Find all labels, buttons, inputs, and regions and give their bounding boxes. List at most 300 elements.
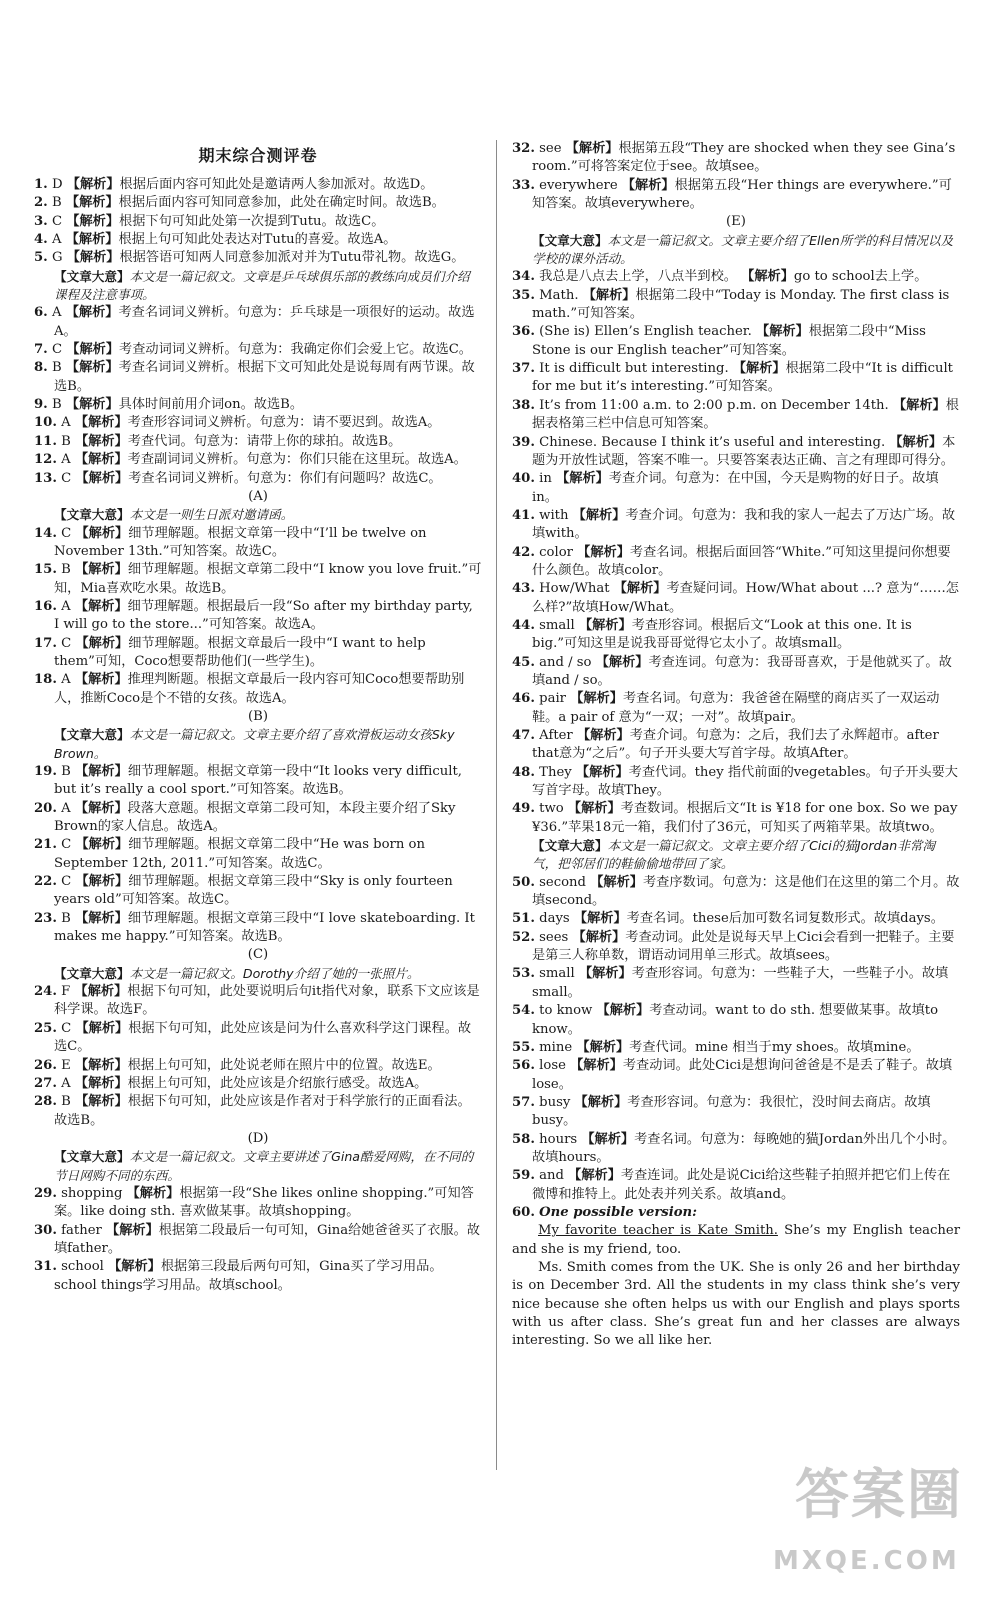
analysis-tag: 【解析】 <box>572 929 626 945</box>
answer: A <box>61 672 71 688</box>
answers-14-18 <box>34 525 482 708</box>
analysis-text: 考查名词。根据后面回答“White.”可知这里提问你想要什么颜色。故填color。 <box>532 544 951 578</box>
answer: father <box>61 1222 102 1238</box>
question-number: 29. <box>34 1185 57 1201</box>
analysis-tag: 【解析】 <box>892 397 946 413</box>
analysis-text: 考查形容词。句意为：我很忙，没时间去商店。故填busy。 <box>532 1094 931 1129</box>
analysis-tag: 【解析】 <box>75 837 129 853</box>
analysis-tag: 【解析】 <box>75 910 128 926</box>
answer-item <box>34 396 482 414</box>
question-number: 36. <box>512 324 535 340</box>
question-number: 55. <box>512 1039 535 1055</box>
answer-item <box>34 231 482 249</box>
answer-item <box>512 360 960 397</box>
analysis-text: 考查数词。根据后文“It is ¥18 for one box. So we pay ¥36.”苹果18元一箱，我们付了36元，可知买了两箱苹果。故填two。 <box>532 801 958 835</box>
answer-item <box>512 617 960 654</box>
answer-item <box>512 1039 960 1057</box>
answer-item <box>512 507 960 544</box>
answer-item <box>34 433 482 451</box>
answer-item <box>34 1020 482 1057</box>
analysis-text: 根据答语可知两人同意参加派对并为Tutu带礼物。故选G。 <box>119 250 465 266</box>
question-number: 23. <box>34 910 57 926</box>
analysis-tag: 【解析】 <box>756 324 809 340</box>
analysis-text: 考查名词词义辨析。根据下文可知此处是说每周有两节课。故选B。 <box>54 360 475 394</box>
question-number: 5. <box>34 250 48 266</box>
answer: How/What <box>539 581 610 597</box>
answer: everywhere <box>539 177 618 193</box>
analysis-tag: 【解析】 <box>613 581 667 597</box>
answer: C <box>61 1020 72 1036</box>
question-number: 46. <box>512 691 535 707</box>
analysis-text: 根据下句可知，此处应该是问为什么喜欢科学这门课程。故选C。 <box>54 1020 472 1055</box>
analysis-tag: 【解析】 <box>575 764 629 780</box>
answer-item <box>512 1057 960 1094</box>
answer: 我总是八点去上学，八点半到校。 <box>539 269 737 285</box>
question-number: 42. <box>512 544 535 560</box>
answer: pair <box>539 691 566 707</box>
question-number: 45. <box>512 654 535 670</box>
answer: in <box>539 471 552 487</box>
analysis-text: 根据上句可知，此处应该是介绍旅行感受。故选A。 <box>127 1075 428 1091</box>
analysis-tag: 【解析】 <box>578 617 632 633</box>
answer: D <box>51 177 63 192</box>
answer-item <box>512 654 960 691</box>
question-number: 41. <box>512 507 535 523</box>
analysis-text: 具体时间前用介词on。故选B。 <box>118 397 304 413</box>
answer-item <box>512 434 960 471</box>
analysis-tag: 【解析】 <box>75 562 128 578</box>
answer-item <box>512 1002 960 1039</box>
section-e-label: (E) <box>726 214 746 230</box>
answer-item <box>34 194 482 212</box>
answer: mine <box>539 1039 573 1055</box>
answer-item <box>512 1094 960 1131</box>
analysis-tag: 【解析】 <box>75 470 129 486</box>
answer-item <box>34 1258 482 1295</box>
answer-item <box>512 544 960 581</box>
analysis-text: 考查动词。此处是说每天早上Cici会看到一把鞋子。主要是第三人称单数，谓语动词用单三形式。故填sees。 <box>532 929 955 964</box>
answer: C <box>61 525 72 541</box>
analysis-text: 考查名词。these后加可数名词复数形式。故填days。 <box>626 911 944 927</box>
answer: to know <box>539 1003 593 1019</box>
column-divider <box>496 140 497 1470</box>
answer: B <box>61 1094 71 1110</box>
answer-item <box>34 873 482 910</box>
answer-item <box>34 910 482 947</box>
analysis-tag: 【解析】 <box>74 415 128 431</box>
analysis-text: 根据上句可知此处表达对Tutu的喜爱。故选A。 <box>118 232 397 248</box>
question-number: 9. <box>34 397 48 413</box>
answer-item <box>512 874 960 911</box>
question-number: 20. <box>34 800 57 816</box>
question-number: 35. <box>512 287 535 303</box>
analysis-text: 根据后面内容可知同意参加，此处在确定时间。故选B。 <box>118 195 445 211</box>
article-summary: 【文章大意】本文是一篇记叙文。文章主要介绍了Cici的猫Jordan非常淘气，把邻居们的鞋偷偷地带回了家。 <box>532 838 936 872</box>
analysis-tag: 【解析】 <box>65 232 119 248</box>
answers-29-31 <box>34 1185 482 1295</box>
question-number: 27. <box>34 1075 57 1091</box>
analysis-tag: 【解析】 <box>581 1131 635 1147</box>
analysis-tag: 【解析】 <box>741 269 794 285</box>
analysis-text: 考查动词词义辨析。句意为：我确定你们会爱上它。故选C。 <box>119 342 472 358</box>
answer: hours <box>539 1131 578 1147</box>
answer-item <box>34 800 482 837</box>
question-number: 32. <box>512 141 535 156</box>
article-summary: 【文章大意】本文是一篇记叙文。文章主要介绍了Ellen所学的科目情况以及学校的课外活动。 <box>532 232 954 267</box>
answer: and / so <box>539 654 592 670</box>
question-number: 22. <box>34 874 57 890</box>
analysis-tag: 【解析】 <box>590 874 643 890</box>
question-number: 10. <box>34 415 57 431</box>
analysis-tag: 【解析】 <box>75 874 129 890</box>
analysis-text: 根据第二段中“It is difficult for me but it’s interesting.”可知答案。 <box>532 361 953 395</box>
answer: It’s from 11:00 a.m. to 2:00 p.m. on December 14th. <box>539 397 889 413</box>
analysis-text: 考查连词。句意为：我哥哥喜欢，于是他就买了。故填and / so。 <box>532 654 952 688</box>
answer: F <box>61 984 71 1000</box>
answer-item <box>34 1093 482 1130</box>
answer-item <box>34 598 482 635</box>
analysis-text: 考查副词词义辨析。句意为：你们只能在这里玩。故选A。 <box>127 452 467 468</box>
analysis-tag: 【解析】 <box>74 800 128 816</box>
analysis-text: 本题为开放性试题，答案不唯一。只要答案表达正确、言之有理即可得分。 <box>532 434 956 468</box>
analysis-tag: 【解析】 <box>74 1075 128 1091</box>
analysis-tag: 【解析】 <box>556 471 609 487</box>
answer: It is difficult but interesting. <box>539 361 729 377</box>
question-number: 50. <box>512 874 535 890</box>
question-number: 30. <box>34 1222 57 1238</box>
article-summary: 【文章大意】本文是一则生日派对邀请函。 <box>54 507 294 523</box>
answer: C <box>61 470 72 486</box>
answer: B <box>51 195 62 211</box>
answer: busy <box>539 1094 571 1110</box>
answer: A <box>61 415 71 431</box>
answer: and <box>539 1168 564 1184</box>
answer-item <box>34 836 482 873</box>
answer: school <box>61 1259 104 1275</box>
analysis-text: 根据第二段中“Today is Monday. The first class is math.”可知答案。 <box>532 287 950 322</box>
answers-24-28 <box>34 983 482 1130</box>
analysis-tag: 【解析】 <box>889 434 943 450</box>
answer: After <box>539 728 573 743</box>
analysis-tag: 【解析】 <box>574 1094 628 1110</box>
analysis-tag: 【解析】 <box>75 433 128 449</box>
analysis-text: 根据下句可知，此处应该是作者对于科学旅行的正面看法。故选B。 <box>54 1094 471 1128</box>
answer: B <box>61 433 71 449</box>
analysis-tag: 【解析】 <box>596 1003 650 1019</box>
answer: C <box>51 342 63 358</box>
answer-item <box>34 304 482 341</box>
analysis-tag: 【解析】 <box>66 177 120 192</box>
analysis-tag: 【解析】 <box>74 984 128 1000</box>
answer: with <box>539 507 569 523</box>
analysis-tag: 【解析】 <box>576 728 630 743</box>
analysis-tag: 【解析】 <box>65 305 119 321</box>
answer: A <box>51 232 62 248</box>
analysis-tag: 【解析】 <box>75 1057 128 1073</box>
question-number: 24. <box>34 984 57 1000</box>
analysis-text: 根据第五段“Her things are everywhere.”可知答案。故填everywhere。 <box>532 177 952 212</box>
analysis-tag: 【解析】 <box>74 598 128 614</box>
analysis-text: 细节理解题。根据文章第一段中“It looks very difficult, but it’s really a cool sport.”可知答案。故选B。 <box>54 764 462 798</box>
analysis-tag: 【解析】 <box>732 361 786 377</box>
analysis-text: 考查形容词词义辨析。句意为：请不要迟到。故选A。 <box>127 415 441 431</box>
answer: A <box>61 1075 71 1091</box>
answer: two <box>539 801 564 817</box>
analysis-text: 考查动词。want to do sth. 想要做某事。故填to know。 <box>532 1003 939 1037</box>
analysis-tag: 【解析】 <box>582 287 636 303</box>
answer-item <box>34 763 482 800</box>
section-d-label: (D) <box>247 1130 269 1146</box>
analysis-text: 考查介词。句意为：在中国，今天是购物的好日子。故填in。 <box>532 471 939 505</box>
analysis-text: 考查代词。they 指代前面的vegetables。句子开头要大写首字母。故填They。 <box>532 764 958 799</box>
question-number: 2. <box>34 195 48 211</box>
analysis-tag: 【解析】 <box>570 1058 623 1074</box>
question-number: 56. <box>512 1058 535 1074</box>
question-number: 43. <box>512 581 535 597</box>
analysis-tag: 【解析】 <box>65 397 119 413</box>
answer-item <box>34 414 482 432</box>
answer-item <box>34 635 482 672</box>
analysis-tag: 【解析】 <box>106 1222 159 1238</box>
article-summary: 【文章大意】本文是一篇记叙文。文章主要讲述了Gina酷爱网购，在不同的节日网购不同的东西。 <box>54 1149 474 1183</box>
answer-item <box>34 1222 482 1259</box>
analysis-text: 推理判断题。根据文章最后一段内容可知Coco想要帮助别人，推断Coco是个不错的女孩。故选A。 <box>54 672 465 706</box>
analysis-text: 考查动词。此处Cici是想询问爸爸是不是丢了鞋子。故填lose。 <box>532 1058 953 1092</box>
analysis-text: 根据第五段“They are shocked when they see Gina’s room.”可将答案定位于see。故填see。 <box>532 141 956 175</box>
analysis-tag: 【解析】 <box>75 635 129 651</box>
answer: B <box>61 910 71 926</box>
question-number: 7. <box>34 342 48 358</box>
analysis-tag: 【解析】 <box>65 195 119 211</box>
answer-item <box>512 177 960 214</box>
analysis-text: 细节理解题。根据文章第三段中“I love skateboarding. It makes me happy.”可知答案。故选B。 <box>54 910 475 945</box>
analysis-text: 细节理解题。根据文章第三段中“Sky is only fourteen years old”可知答案。故选C。 <box>54 874 453 908</box>
question-number: 4. <box>34 232 48 248</box>
watermark <box>765 1452 980 1582</box>
left-column <box>34 138 482 1295</box>
answer-item <box>512 1131 960 1168</box>
question-number: 28. <box>34 1094 57 1110</box>
question-number: 12. <box>34 452 57 468</box>
answer: C <box>61 874 72 890</box>
answer-item <box>512 910 960 928</box>
answers-32-33 <box>512 140 960 213</box>
essay-topic-sentence: My favorite teacher is Kate Smith. <box>538 1223 778 1239</box>
answer: small <box>539 966 575 982</box>
right-column <box>512 140 960 1351</box>
answer-item <box>34 213 482 231</box>
question-number: 14. <box>34 525 57 541</box>
answer: A <box>61 598 71 614</box>
analysis-tag: 【解析】 <box>65 360 119 376</box>
answer-item <box>34 176 482 194</box>
analysis-tag: 【解析】 <box>66 250 120 266</box>
answers-19-23 <box>34 763 482 946</box>
question-number: 49. <box>512 801 535 817</box>
answers-50-59 <box>512 874 960 1204</box>
analysis-text: 根据后面内容可知此处是邀请两人参加派对。故选D。 <box>119 177 434 192</box>
essay-paragraph-1: My favorite teacher is Kate Smith. She’s my English teacher and she is my friend, too. <box>512 1223 960 1257</box>
question-number: 38. <box>512 397 535 413</box>
answer-item <box>34 983 482 1020</box>
analysis-text: 考查形容词。根据后文“Look at this one. It is big.”可知这里是说我哥哥觉得它太小了。故填small。 <box>532 617 912 652</box>
analysis-text: 考查代词。mine 相当于my shoes。故填mine。 <box>629 1039 920 1055</box>
analysis-tag: 【解析】 <box>75 1094 128 1110</box>
analysis-text: 考查代词。句意为：请带上你的球拍。故选B。 <box>127 433 402 449</box>
answer-item <box>34 451 482 469</box>
analysis-text: 细节理解题。根据文章第二段中“He was born on September 12th, 2011.”可知答案。故选C。 <box>54 837 425 871</box>
answer-item <box>512 800 960 837</box>
analysis-tag: 【解析】 <box>126 1185 180 1201</box>
question-number: 25. <box>34 1020 57 1036</box>
analysis-text: 根据上句可知，此处说老师在照片中的位置。故选E。 <box>127 1057 441 1073</box>
answer-item <box>34 359 482 396</box>
analysis-text: 考查名词词义辨析。句意为：乒乓球是一项很好的运动。故选A。 <box>54 305 475 339</box>
analysis-text: 根据第一段“She likes online shopping.”可知答案。like doing sth. 喜欢做某事。故填shopping。 <box>54 1185 474 1220</box>
question-number: 34. <box>512 269 535 285</box>
answer: sees <box>539 929 569 945</box>
analysis-text: 考查形容词。句意为：一些鞋子大，一些鞋子小。故填small。 <box>532 966 949 1000</box>
analysis-text: 考查名词。句意为：我爸爸在隔壁的商店买了一双运动鞋。a pair of 意为“一双；一对”。故填pair。 <box>532 691 940 725</box>
question-number: 15. <box>34 562 57 578</box>
question-number: 59. <box>512 1168 535 1184</box>
analysis-text: go to school去上学。 <box>793 269 928 285</box>
answer-item <box>34 1185 482 1222</box>
answer: shopping <box>61 1185 123 1201</box>
question-number: 31. <box>34 1259 57 1275</box>
article-summary: 【文章大意】本文是一篇记叙文。文章主要介绍了喜欢滑板运动女孩Sky Brown。 <box>54 727 455 761</box>
question-number: 52. <box>512 929 535 945</box>
answer: B <box>51 360 62 376</box>
analysis-text: 根据下句可知此处第一次提到Tutu。故选C。 <box>119 213 385 229</box>
watermark-site: MXQE.COM <box>773 1546 960 1576</box>
answer: A <box>51 305 62 321</box>
answer: color <box>539 544 573 560</box>
essay-paragraph-2: Ms. Smith comes from the UK. She is only 26 and her birthday is on December 3rd. All the students in my class think she’s very nice because she often helps us with our English and plays sports with us after class. She’s great fun and her classes are always interesting. So we all like her. <box>512 1259 960 1349</box>
answer: B <box>61 764 71 779</box>
question-number: 48. <box>512 764 535 780</box>
analysis-tag: 【解析】 <box>576 1039 630 1055</box>
section-b-label: (B) <box>248 708 268 724</box>
answer: A <box>61 800 71 816</box>
answer: lose <box>539 1058 566 1074</box>
answer-item <box>512 690 960 727</box>
article-summary: 【文章大意】本文是一篇记叙文。Dorothy介绍了她的一张照片。 <box>54 965 420 981</box>
question-number: 19. <box>34 764 57 779</box>
answer-item <box>34 341 482 359</box>
analysis-text: 细节理解题。根据最后一段“So after my birthday party, I will go to the store...”可知答案。故选A。 <box>54 598 473 633</box>
question-number: 8. <box>34 360 48 376</box>
question-number: 44. <box>512 617 535 633</box>
analysis-tag: 【解析】 <box>75 764 128 779</box>
question-number: 53. <box>512 966 535 982</box>
question-number: 13. <box>34 470 57 486</box>
question-number: 58. <box>512 1131 535 1147</box>
analysis-text: 根据表格第三栏中信息可知答案。 <box>532 397 959 432</box>
answer: B <box>61 562 71 578</box>
analysis-tag: 【解析】 <box>66 213 120 229</box>
question-number: 17. <box>34 635 57 651</box>
analysis-tag: 【解析】 <box>621 177 675 193</box>
analysis-text: 细节理解题。根据文章第二段中“I know you love fruit.”可知，Mia喜欢吃水果。故选B。 <box>54 562 482 596</box>
analysis-tag: 【解析】 <box>75 1020 129 1036</box>
analysis-tag: 【解析】 <box>568 1168 621 1184</box>
answer: A <box>61 452 71 468</box>
answer: C <box>51 213 63 229</box>
page-title: 期末综合测评卷 <box>198 146 318 165</box>
analysis-text: 考查疑问词。How/What about ...? 意为“……怎么样?”故填How/What。 <box>532 581 959 615</box>
analysis-tag: 【解析】 <box>108 1259 161 1275</box>
question-number: 33. <box>512 177 535 193</box>
analysis-text: 考查名词。句意为：每晚她的猫Jordan外出几个小时。故填hours。 <box>532 1131 956 1165</box>
answer: G <box>51 250 63 266</box>
answer-item <box>34 470 482 488</box>
answer: days <box>539 911 570 927</box>
question-number: 1. <box>34 177 48 192</box>
section-a-label: (A) <box>248 488 268 504</box>
analysis-text: 考查名词词义辨析。句意为：你们有问题吗？故选C。 <box>128 470 442 486</box>
analysis-text: 细节理解题。根据文章第一段中“I’ll be twelve on November 13th.”可知答案。故选C。 <box>54 525 427 559</box>
question-number: 57. <box>512 1094 535 1110</box>
answer-item <box>512 397 960 434</box>
question-number: 11. <box>34 433 57 449</box>
answer-item <box>512 929 960 966</box>
essay-heading: 60. One possible version: <box>512 1204 697 1220</box>
question-number: 21. <box>34 837 57 853</box>
question-number: 54. <box>512 1003 535 1019</box>
answer: (She is) Ellen’s English teacher. <box>539 324 752 340</box>
answer-item <box>34 671 482 708</box>
answer: Math. <box>539 287 579 303</box>
analysis-text: 根据第二段最后一句可知，Gina给她爸爸买了衣服。故填father。 <box>54 1222 480 1256</box>
answer-item <box>512 470 960 507</box>
analysis-tag: 【解析】 <box>578 966 632 982</box>
analysis-tag: 【解析】 <box>572 507 626 523</box>
answer: second <box>539 874 586 890</box>
answer-item <box>512 580 960 617</box>
analysis-text: 根据第三段最后两句可知，Gina买了学习用品。school things学习用品。故填school。 <box>54 1259 443 1293</box>
analysis-text: 段落大意题。根据文章第二段可知，本段主要介绍了Sky Brown的家人信息。故选A。 <box>54 800 456 835</box>
answer: C <box>61 635 72 651</box>
analysis-text: 考查序数词。句意为：这是他们在这里的第二个月。故填second。 <box>532 874 960 909</box>
answer-item <box>512 1167 960 1204</box>
answer: see <box>539 141 562 156</box>
analysis-text: 根据下句可知，此处要说明后句it指代对象，联系下文应该是科学课。故选F。 <box>54 984 480 1018</box>
analysis-text: 考查介词。句意为：之后，我们去了永辉超市。after that意为“之后”。句子开头要大写首字母。故填After。 <box>532 728 939 762</box>
answer: They <box>539 764 572 780</box>
article-summary: 【文章大意】本文是一篇记叙文。文章是乒乓球俱乐部的教练向成员们介绍课程及注意事项。 <box>54 268 470 303</box>
answer: E <box>61 1057 71 1073</box>
question-number: 47. <box>512 728 535 743</box>
answer-item <box>512 764 960 801</box>
answers-6-13 <box>34 304 482 487</box>
answer-item <box>34 1075 482 1093</box>
section-c-label: (C) <box>247 947 269 963</box>
answer-item <box>512 323 960 360</box>
answer-item <box>512 287 960 324</box>
analysis-tag: 【解析】 <box>595 654 649 670</box>
answer-item <box>512 140 960 177</box>
answers-1-5 <box>34 176 482 268</box>
question-number: 51. <box>512 911 535 927</box>
answer-item <box>512 965 960 1002</box>
analysis-tag: 【解析】 <box>74 452 128 468</box>
analysis-tag: 【解析】 <box>565 141 619 156</box>
question-number: 40. <box>512 471 535 487</box>
analysis-tag: 【解析】 <box>573 911 627 927</box>
analysis-tag: 【解析】 <box>567 801 621 817</box>
answers-34-49 <box>512 268 960 837</box>
